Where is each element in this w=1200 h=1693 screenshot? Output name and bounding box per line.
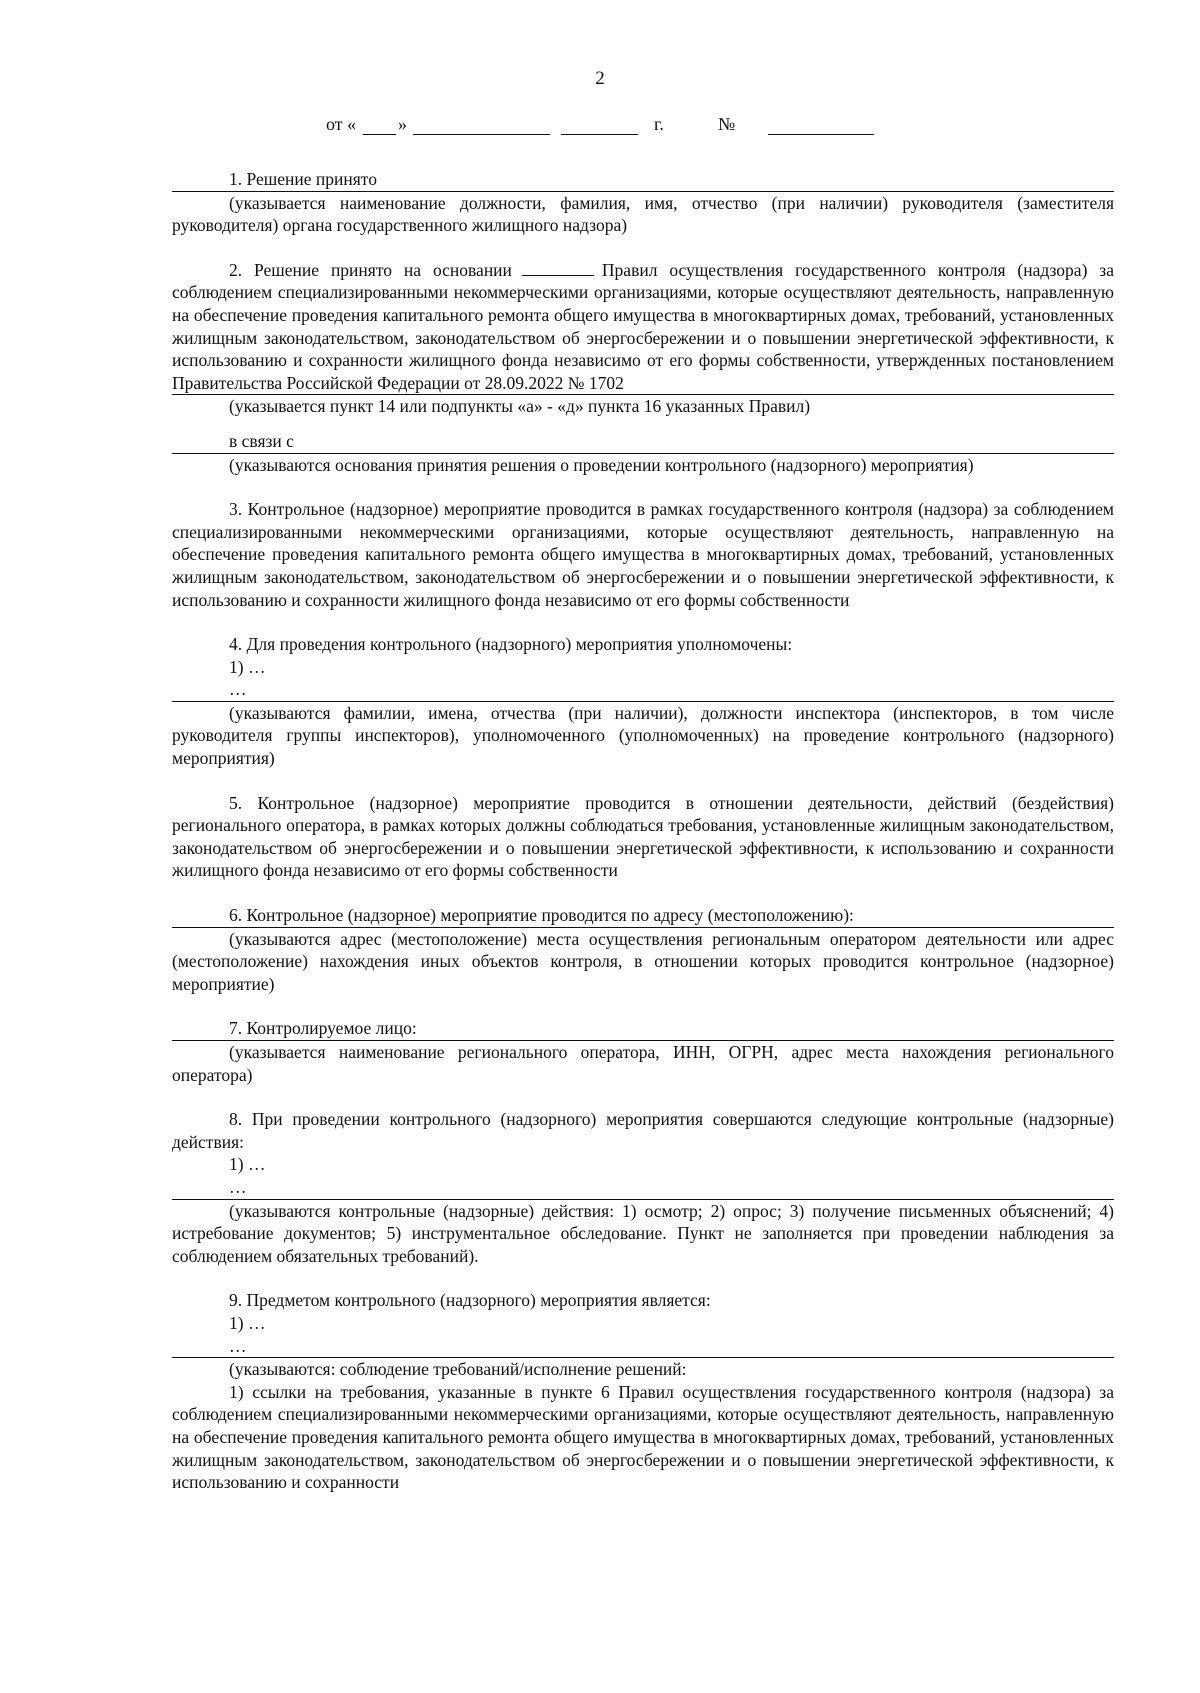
decision-basis-lead: 2. Решение принято на основании	[229, 259, 512, 280]
section-4	[172, 633, 1114, 770]
month-blank	[413, 134, 550, 135]
date-prefix: от «	[326, 114, 357, 134]
section-2	[172, 259, 1114, 476]
section-9	[172, 1289, 1114, 1493]
controlled-person-hint: (указывается наименование регионального оператора, ИНН, ОГРН, адрес места нахождения регионального оператора)	[172, 1042, 1114, 1085]
control-actions-label: 8. При проведении контрольного (надзорного) мероприятия совершаются следующие контрольные (надзорные) действия:	[172, 1109, 1114, 1152]
basis-point-blank	[522, 260, 594, 276]
address-hint: (указываются адрес (местоположение) места осуществления региональным оператором деятельности или адрес (местоположение) нахождения иных объектов контроля, в отношении которых проводится контрольное (надзорное) мероприятие)	[172, 928, 1114, 994]
document-body	[172, 168, 1114, 1494]
section-3	[172, 498, 1114, 611]
due-to-label: в связи с	[172, 430, 1114, 454]
section-5	[172, 792, 1114, 882]
day-blank	[363, 134, 396, 135]
subject-hint-body: 1) ссылки на требования, указанные в пункте 6 Правил осуществления государственного контроля (надзора) за соблюдением специализированными некоммерческими организациями, которые осуществляют деятельность, направленную на обеспечение проведения капитального ремонта общего имущества в многоквартирных домах, требований, установленных жилищным законодательством, законодательством об энергосбережении и о повышении энергетической эффективности, к использованию и сохранности	[172, 1381, 1114, 1493]
number-label: №	[718, 114, 736, 134]
control-actions-hint: (указываются контрольные (надзорные) действия: 1) осмотр; 2) опрос; 3) получение письменных объяснений; 4) истребование документов; 5) инструментальное обследование. Пункт не заполняется при проведении наблюдения за соблюдением обязательных требований).	[172, 1200, 1114, 1266]
number-blank	[768, 134, 874, 135]
decision-made-by-hint: (указывается наименование должности, фамилия, имя, отчество (при наличии) руководителя (заместителя руководителя) органа государственного жилищного надзора)	[172, 192, 1114, 236]
controlled-person-label: 7. Контролируемое лицо:	[172, 1017, 1114, 1041]
section-7	[172, 1017, 1114, 1086]
activity-subject-paragraph: 5. Контрольное (надзорное) мероприятие проводится в отношении деятельности, действий (бездействия) регионального оператора, в рамках которых должны соблюдаться требования, установленные жилищным законодательством, законодательством об энергосбережении и о повышении энергетической эффективности, к использованию и сохранности жилищного фонда независимо от его формы собственности	[172, 792, 1114, 881]
section-6	[172, 904, 1114, 995]
authorized-item-1: 1) …	[229, 656, 266, 677]
page-number: 2	[595, 68, 605, 89]
authorized-label: 4. Для проведения контрольного (надзорного) мероприятия уполномочены:	[229, 634, 793, 655]
year-suffix: г.	[654, 114, 664, 134]
decision-basis-paragraph	[172, 259, 1114, 396]
decision-basis-hint: (указывается пункт 14 или подпункты «а» - «д» пункта 16 указанных Правил)	[229, 396, 811, 417]
year-blank	[561, 134, 638, 135]
section-1	[172, 168, 1114, 237]
due-to-hint: (указываются основания принятия решения о проведении контрольного (надзорного) мероприятия)	[229, 454, 974, 475]
date-quote-close: »	[398, 114, 407, 134]
control-scope-paragraph: 3. Контрольное (надзорное) мероприятие проводится в рамках государственного контроля (надзора) за соблюдением специализированными некоммерческими организациями, которые осуществляют деятельность, направленную на обеспечение проведения капитального ремонта общего имущества в многоквартирных домах, требований, установленных жилищным законодательством, законодательством об энергосбережении и о повышении энергетической эффективности, к использованию и сохранности жилищного фонда независимо от его формы собственности	[172, 499, 1114, 610]
authorized-ellipsis: …	[172, 678, 1114, 702]
control-actions-ellipsis: …	[172, 1176, 1114, 1200]
decision-basis-text: Правил осуществления государственного контроля (надзора) за соблюдением специализированными некоммерческими организациями, которые осуществляют деятельность, направленную на обеспечение проведения капитального ремонта общего имущества в многоквартирных домах, требований, установленных жилищным законодательством, законодательством об энергосбережении и о повышении энергетической эффективности, к использованию и сохранности жилищного фонда независимо от его формы собственности, утвержденных постановлением Правительства Российской Федерации от 28.09.2022 № 1702	[172, 259, 1114, 393]
subject-label: 9. Предметом контрольного (надзорного) мероприятия является:	[229, 1290, 711, 1311]
subject-hint-head: (указываются: соблюдение требований/исполнение решений:	[229, 1359, 687, 1380]
control-actions-item-1: 1) …	[229, 1154, 266, 1175]
subject-ellipsis: …	[172, 1335, 1114, 1359]
address-label: 6. Контрольное (надзорное) мероприятие проводится по адресу (местоположению):	[172, 904, 1114, 928]
authorized-hint: (указываются фамилии, имена, отчества (при наличии), должности инспектора (инспекторов, в том числе руководителя группы инспекторов), уполномоченного (уполномоченных) на проведение контрольного (надзорного) мероприятия)	[172, 702, 1114, 769]
decision-made-by-label: 1. Решение принято	[172, 168, 1114, 192]
subject-item-1: 1) …	[229, 1312, 266, 1333]
date-number-line	[0, 113, 1200, 139]
section-8	[172, 1108, 1114, 1267]
